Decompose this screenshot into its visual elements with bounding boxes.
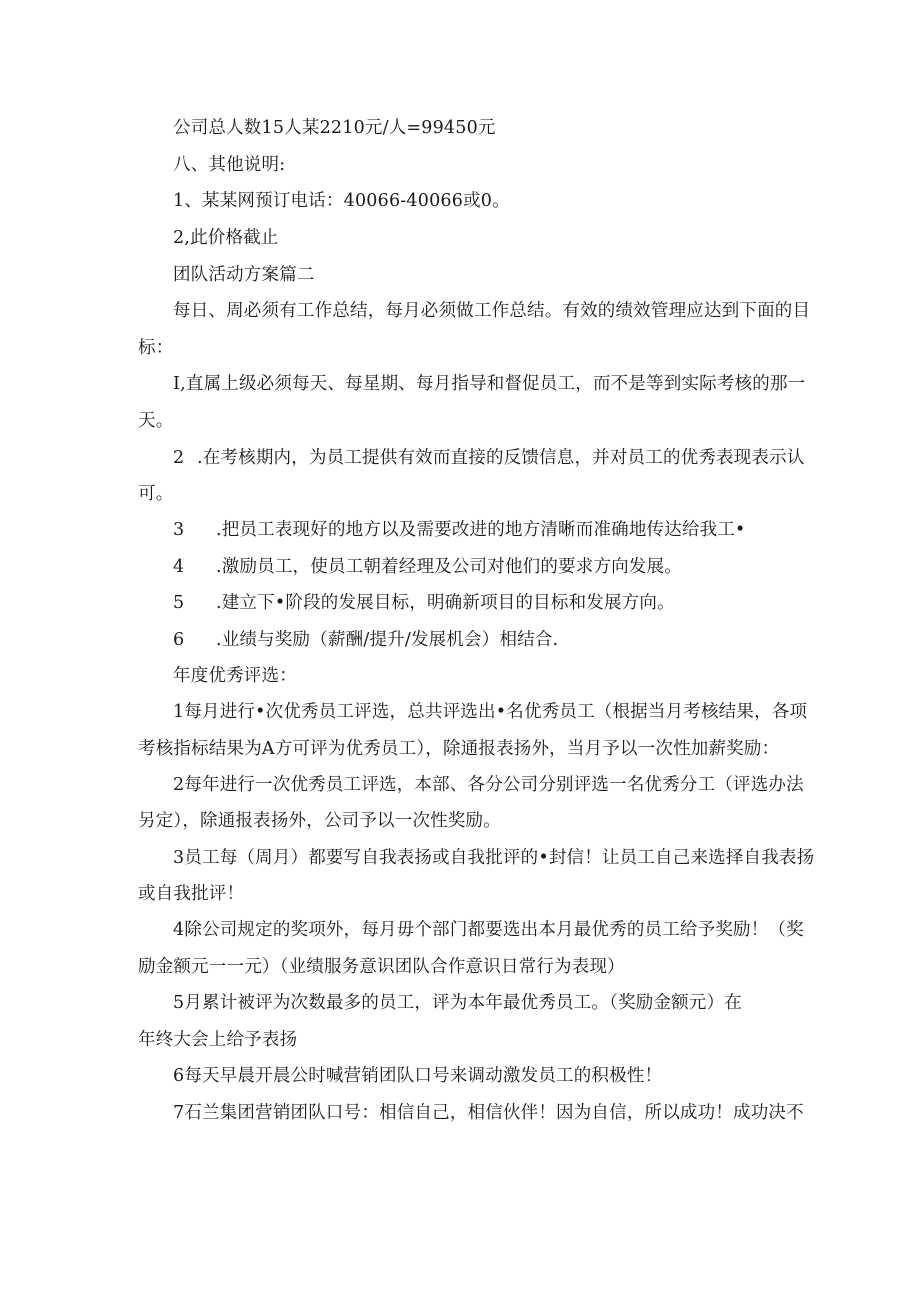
- section-heading-plan-two: 团队活动方案篇二: [173, 265, 315, 285]
- text-line-paragraph: I,直属上级必须每天、每星期、每月指导和督促员工，而不是等到实际考核的那一: [173, 374, 806, 394]
- text-line-paragraph: 励金额元一一元）（业绩服务意识团队合作意识日常行为表现）: [138, 957, 625, 977]
- list-number: 2: [173, 448, 185, 468]
- text-line-paragraph: 或自我批评！: [138, 884, 245, 904]
- text-line-paragraph: 天。: [138, 411, 174, 431]
- text-line-paragraph: .在考核期内，为员工提供有效而直接的反馈信息，并对员工的优秀表现表示认: [197, 448, 805, 468]
- text-line-price-deadline: 2,此价格截止: [173, 228, 279, 248]
- list-number: 4: [173, 557, 185, 577]
- text-line-paragraph: 6每天早晨开晨公时喊营销团队口号来调动激发员工的积极性！: [173, 1066, 663, 1086]
- text-line-paragraph: .建立下•阶段的发展目标，明确新项目的目标和发展方向。: [216, 593, 675, 613]
- list-number: 6: [173, 630, 185, 650]
- text-line-paragraph: 3员工每（周月）都要写自我表扬或自我批评的•封信！让员工自己来选择自我表扬: [173, 848, 815, 868]
- section-heading-other-notes: 八、其他说明:: [173, 155, 286, 175]
- text-line-paragraph: 年终大会上给予表扬: [138, 1030, 298, 1050]
- section-heading-annual-selection: 年度优秀评选：: [173, 666, 297, 686]
- text-line-paragraph: 每日、周必须有工作总结，每月必须做工作总结。有效的绩效管理应达到下面的目: [173, 301, 811, 321]
- text-line-paragraph: 2每年进行一次优秀员工评选，本部、各分公司分别评选一名优秀分工（评选办法: [173, 775, 804, 795]
- text-line-paragraph: 考核指标结果为A方可评为优秀员工），除通报表扬外，当月予以一次性加薪奖励：: [138, 739, 780, 759]
- list-number: 3: [173, 520, 185, 540]
- text-line-paragraph: 5月累计被评为次数最多的员工，评为本年最优秀员工。（奖励金额元）在: [173, 993, 742, 1013]
- text-line-paragraph: 7石兰集团营销团队口号：相信自己，相信伙伴！因为自信，所以成功！成功决不: [173, 1103, 804, 1123]
- list-number: 5: [173, 593, 185, 613]
- text-line-paragraph: .把员工表现好的地方以及需要改进的地方清晰而准确地传达给我工•: [216, 520, 746, 540]
- text-line-paragraph: .业绩与奖励（薪酬/提升/发展机会）相结合.: [216, 630, 559, 650]
- text-line-paragraph: 1每月进行•次优秀员工评选，总共评选出•名优秀员工（根据当月考核结果，各项: [173, 702, 808, 722]
- text-line-paragraph: 标：: [138, 338, 174, 358]
- text-line-paragraph: 另定），除通报表扬外，公司予以一次性奖励。: [138, 811, 501, 831]
- text-line-booking-phone: 1、某某网预订电话：40066-40066或0。: [173, 191, 510, 211]
- text-line-total-cost: 公司总人数15人某2210元/人=99450元: [173, 118, 496, 138]
- text-line-paragraph: .激励员工，使员工朝着经理及公司对他们的要求方向发展。: [216, 557, 682, 577]
- text-line-paragraph: 可。: [138, 484, 174, 504]
- text-line-paragraph: 4除公司规定的奖项外，每月毋个部门都要选出本月最优秀的员工给予奖励！（奖: [173, 920, 804, 940]
